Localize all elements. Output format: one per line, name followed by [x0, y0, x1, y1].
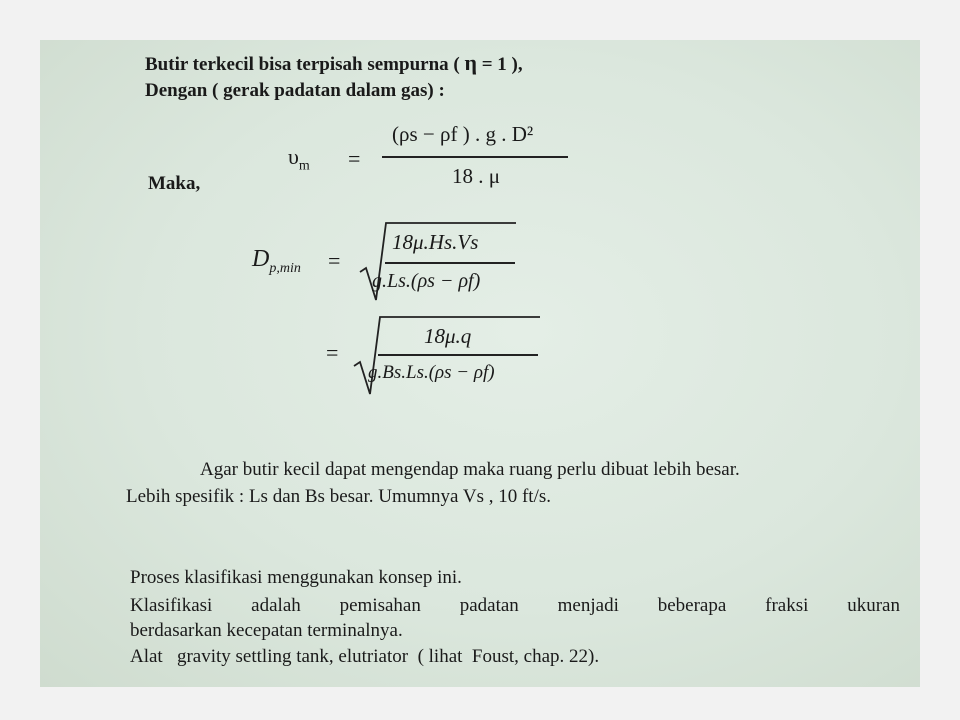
eq2-equals: = [328, 248, 341, 273]
intro-text-end: = 1 ), [476, 54, 523, 75]
eq1-equals: = [348, 146, 361, 171]
eq1-lhs-sub: m [298, 158, 310, 174]
para2-line-1: Proses klasifikasi menggunakan konsep ini. [130, 567, 462, 588]
eq1-denominator: 18 . μ [452, 164, 501, 188]
eq1-lhs-symbol: υ [288, 144, 299, 169]
para2-line-4: Alat gravity settling tank, elutriator ( lihat Foust, chap. 22). [130, 646, 600, 667]
para2-line-2: Klasifikasi adalah pemisahan padatan menjadi beberapa fraksi ukuran [130, 595, 900, 616]
eq2-fraction-bar [385, 262, 515, 264]
eq2-lhs-symbol: D [252, 246, 270, 272]
eq2-lhs-sub: p,min [269, 260, 301, 276]
intro-text: Butir terkecil bisa terpisah sempurna ( [145, 54, 465, 75]
eq3-denominator: g.Bs.Ls.(ρs − ρf) [368, 362, 495, 383]
intro-line-2: Dengan ( gerak padatan dalam gas) : [145, 80, 445, 101]
eq1-fraction-bar [382, 156, 568, 158]
slide-photo [40, 40, 920, 687]
eta-symbol: η [464, 50, 477, 75]
maka-label: Maka, [148, 173, 201, 194]
eq1-lhs [288, 144, 310, 174]
para1-line-2: Lebih spesifik : Ls dan Bs besar. Umumnya Vs , 10 ft/s. [126, 486, 552, 507]
eq1-numerator: (ρs − ρf ) . g . D² [392, 122, 534, 146]
intro-line-1 [145, 50, 523, 76]
eq3-fraction-bar [378, 354, 538, 356]
para1-line-1: Agar butir kecil dapat mengendap maka ruang perlu dibuat lebih besar. [200, 459, 740, 480]
eq3-numerator: 18μ.q [424, 324, 472, 348]
para2-line-3: berdasarkan kecepatan terminalnya. [130, 620, 403, 641]
eq2-lhs [252, 246, 301, 277]
eq2-numerator: 18μ.Hs.Vs [392, 230, 479, 254]
eq3-equals: = [326, 340, 339, 365]
eq2-denominator: g.Ls.(ρs − ρf) [372, 270, 481, 292]
